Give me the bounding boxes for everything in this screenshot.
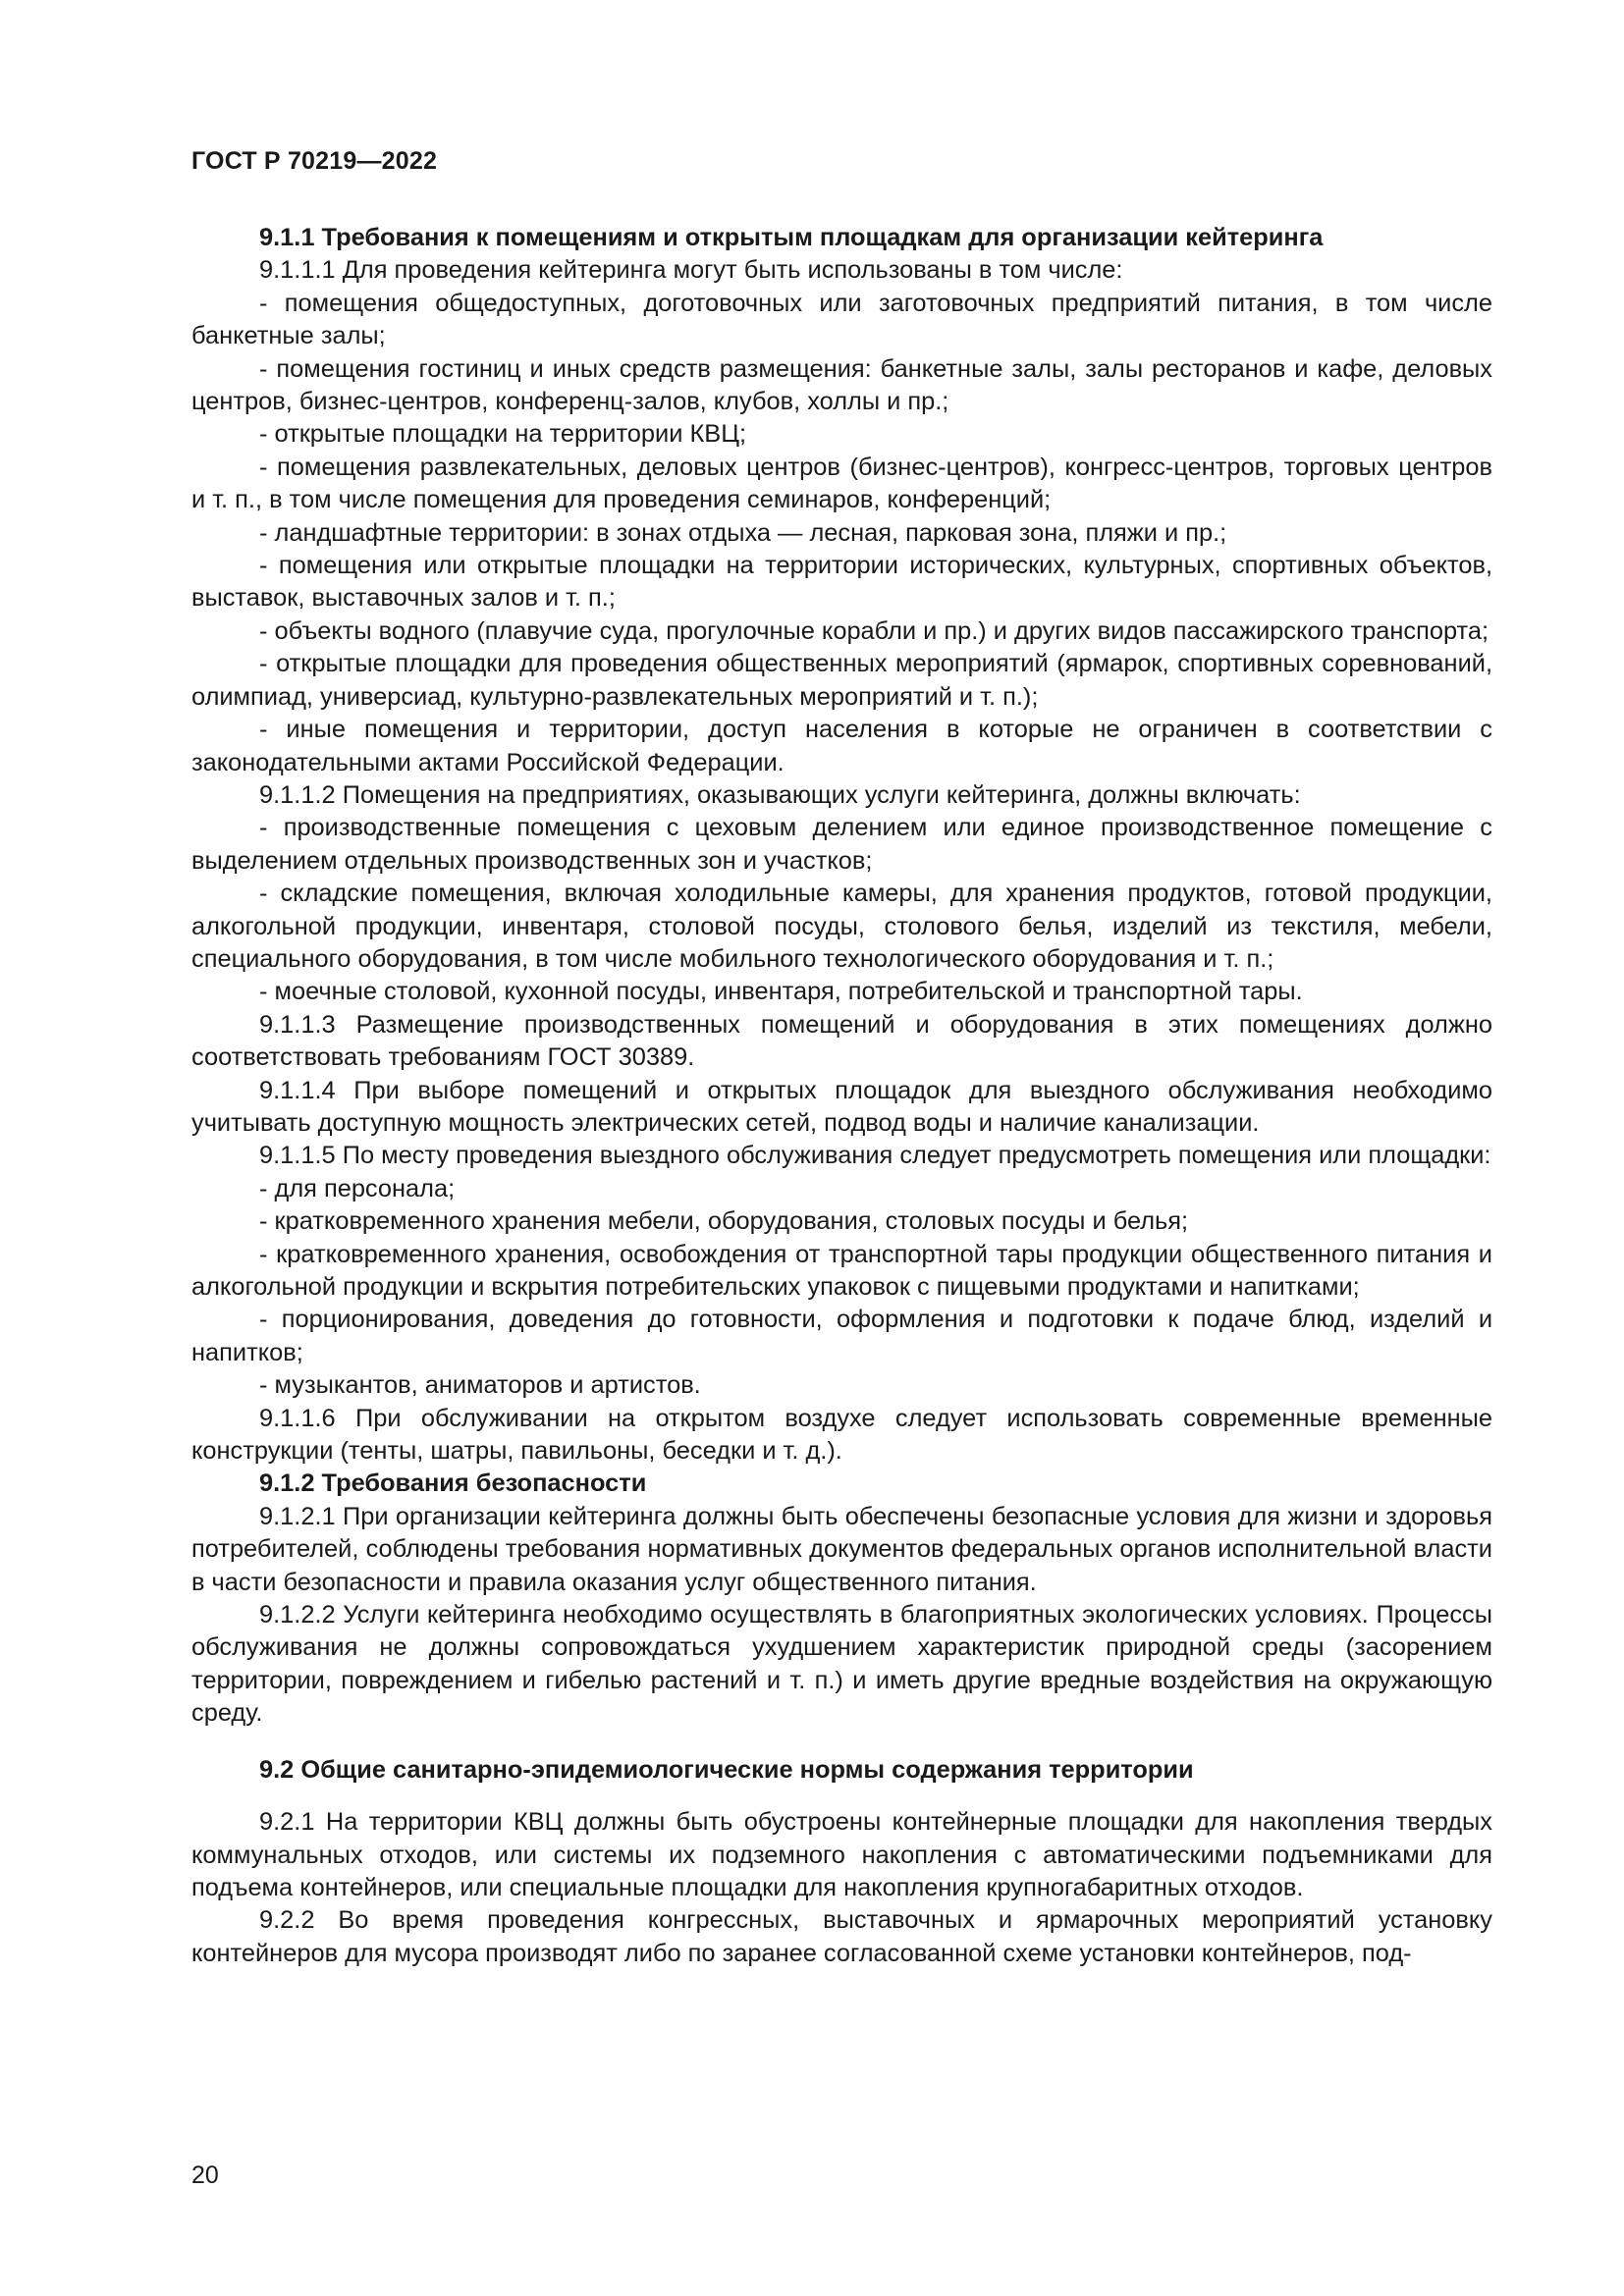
list-item: - кратковременного хранения, освобождения от транспортной тары продукции общественного питания и алкогольной продукции и вскрытия потребительских упаковок с пищевыми продуктами и напитками; <box>191 1240 1492 1301</box>
list-item: - помещения или открытые площадки на территории исторических, культурных, спортивных объектов, выставок, выставочных залов и т. п.; <box>191 552 1492 613</box>
paragraph: 9.1.2.1 При организации кейтеринга должны быть обеспечены безопасные условия для жизни и здоровья потребителей, соблюдены требования нормативных документов федеральных органов исполнительной власти в части безопасности и правила оказания услуг общественного питания. <box>191 1502 1492 1596</box>
list-item: - кратковременного хранения мебели, оборудования, столовых посуды и белья; <box>259 1207 1189 1236</box>
list-item: - иные помещения и территории, доступ населения в которые не ограничен в соответствии с законодательными актами Российской Федерации. <box>191 716 1492 776</box>
section-heading: 9.1.2 Требования безопасности <box>259 1469 647 1498</box>
list-item: - музыкантов, аниматоров и артистов. <box>259 1371 701 1400</box>
paragraph: 9.1.1.6 При обслуживании на открытом воздухе следует использовать современные временные конструкции (тенты, шатры, павильоны, беседки и т. д.). <box>191 1404 1492 1466</box>
list-item: - помещения общедоступных, доготовочных или заготовочных предприятий питания, в том числе банкетные залы; <box>191 289 1492 350</box>
section-heading: 9.1.1 Требования к помещениям и открытым площадкам для организации кейтеринга <box>259 224 1324 251</box>
list-item: - порционирования, доведения до готовности, оформления и подготовки к подаче блюд, изделий и напитков; <box>191 1306 1492 1366</box>
document-header: ГОСТ Р 70219—2022 <box>191 147 438 175</box>
paragraph: 9.1.1.4 При выборе помещений и открытых площадок для выездного обслуживания необходимо учитывать доступную мощность электрических сетей, подвод воды и наличие канализации. <box>191 1076 1492 1137</box>
list-item: - открытые площадки для проведения общественных мероприятий (ярмарок, спортивных соревнований, олимпиад, универсиад, культурно-развлекательных мероприятий и т. п.); <box>191 650 1492 711</box>
list-item: - ландшафтные территории: в зонах отдыха — лесная, парковая зона, пляжи и пр.; <box>259 518 1227 547</box>
list-item: - производственные помещения с цеховым делением или единое производственное помещение с выделением отдельных производственных зон и участков; <box>191 814 1492 875</box>
paragraph: 9.1.1.5 По месту проведения выездного обслуживания следует предусмотреть помещения или площадки: <box>259 1142 1491 1170</box>
list-item: - складские помещения, включая холодильные камеры, для хранения продуктов, готовой продукции, алкогольной продукции, инвентаря, столовой посуды, столового белья, изделий из текстиля, мебели, специального оборудования, в том числе мобильного технологического оборудования и т. п.; <box>191 880 1492 973</box>
list-item: - помещения гостиниц и иных средств размещения: банкетные залы, залы ресторанов и кафе, деловых центров, бизнес-центров, конференц-залов, клубов, холлы и пр.; <box>191 354 1492 416</box>
paragraph: 9.2.1 На территории КВЦ должны быть обустроены контейнерные площадки для накопления твердых коммунальных отходов, или системы их подземного накопления с автоматическими подъемниками для подъема контейнеров, или специальные площадки для накопления крупногабаритных отходов. <box>191 1808 1492 1901</box>
paragraph: 9.1.1.1 Для проведения кейтеринга могут быть использованы в том числе: <box>259 256 1123 285</box>
paragraph: 9.1.1.2 Помещения на предприятиях, оказывающих услуги кейтеринга, должны включать: <box>259 780 1301 809</box>
document-body <box>191 222 1492 1970</box>
list-item: - помещения развлекательных, деловых центров (бизнес-центров), конгресс-центров, торговых центров и т. п., в том числе помещения для проведения семинаров, конференций; <box>191 453 1492 514</box>
section-heading: 9.2 Общие санитарно-эпидемиологические нормы содержания территории <box>259 1755 1194 1784</box>
list-item: - открытые площадки на территории КВЦ; <box>259 420 747 449</box>
paragraph: 9.2.2 Во время проведения конгрессных, выставочных и ярмарочных мероприятий установку контейнеров для мусора производят либо по заранее согласованной схеме установки контейнеров, под- <box>191 1906 1492 1967</box>
paragraph: 9.1.1.3 Размещение производственных помещений и оборудования в этих помещениях должно соответствовать требованиям ГОСТ 30389. <box>191 1010 1492 1072</box>
list-item: - моечные столовой, кухонной посуды, инвентаря, потребительской и транспортной тары. <box>259 978 1303 1006</box>
paragraph: 9.1.2.2 Услуги кейтеринга необходимо осуществлять в благоприятных экологических условиях. Процессы обслуживания не должны сопровождаться ухудшением характеристик природной среды (засорением территории, повреждением и гибелью растений и т. п.) и иметь другие вредные воздействия на окружающую среду. <box>191 1601 1492 1728</box>
page-number: 20 <box>191 2162 219 2189</box>
list-item: - для персонала; <box>259 1174 456 1202</box>
list-item: - объекты водного (плавучие суда, прогулочные корабли и пр.) и других видов пассажирского транспорта; <box>259 616 1489 645</box>
